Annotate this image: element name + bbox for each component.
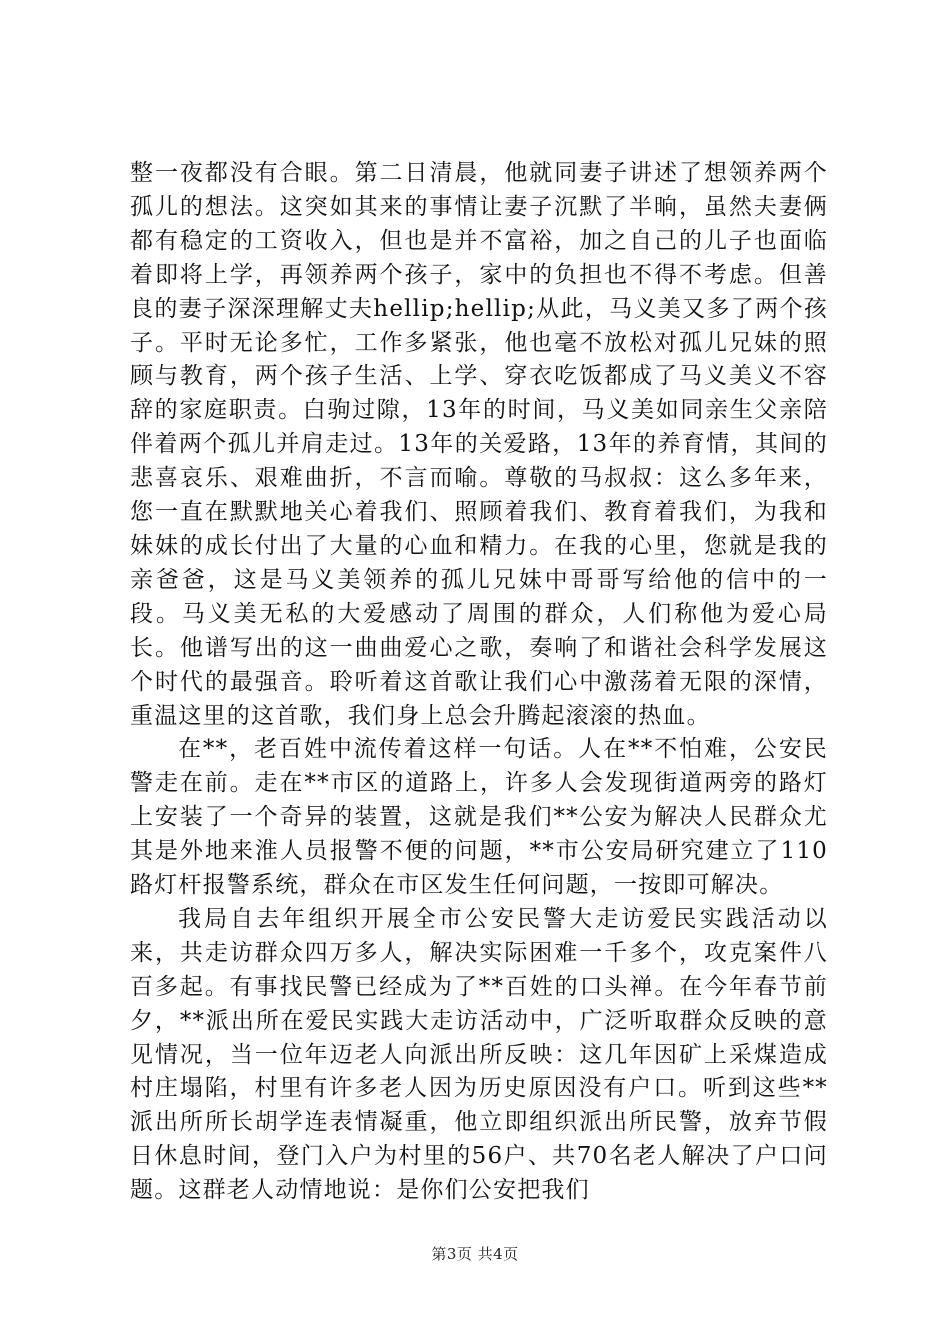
page-footer: 第3页 共4页 [431, 1245, 519, 1263]
paragraph-2: 在**，老百姓中流传着这样一句话。人在**不怕难，公安民警走在前。走在**市区的道路上，许多人会发现街道两旁的路灯上安装了一个奇异的装置，这就是我们**公安为解决人民群众尤其是外地来淮人员报警不便的问题，**市公安局研究建立了110路灯杆报警系统，群众在市区发生任何问题，一按即可解决。 [130, 736, 828, 899]
document-body [130, 157, 828, 1208]
paragraph-3: 我局自去年组织开展全市公安民警大走访爱民实践活动以来，共走访群众四万多人，解决实际困难一千多个，攻克案件八百多起。有事找民警已经成为了**百姓的口头禅。在今年春节前夕，**派出所在爱民实践大走访活动中，广泛听取群众反映的意见情况，当一位年迈老人向派出所反映：这几年因矿上采煤造成村庄塌陷，村里有许多老人因为历史原因没有户口。听到这些**派出所所长胡学连表情凝重，他立即组织派出所民警，放弃节假日休息时间，登门入户为村里的56户、共70名老人解决了户口问题。这群老人动情地说：是你们公安把我们 [130, 905, 828, 1204]
paragraph-1: 整一夜都没有合眼。第二日清晨，他就同妻子讲述了想领养两个孤儿的想法。这突如其来的事情让妻子沉默了半晌，虽然夫妻俩都有稳定的工资收入，但也是并不富裕，加之自己的儿子也面临着即将上学，再领养两个孩子，家中的负担也不得不考虑。但善良的妻子深深理解丈夫hellip;hellip;从此，马义美又多了两个孩子。平时无论多忙，工作多紧张，他也毫不放松对孤儿兄妹的照顾与教育，两个孩子生活、上学、穿衣吃饭都成了马义美义不容辞的家庭职责。白驹过隙，13年的时间，马义美如同亲生父亲陪伴着两个孤儿并肩走过。13年的关爱路，13年的养育情，其间的悲喜哀乐、艰难曲折，不言而喻。尊敬的马叔叔：这么多年来，您一直在默默地关心着我们、照顾着我们、教育着我们，为我和妹妹的成长付出了大量的心血和精力。在我的心里，您就是我的亲爸爸，这是马义美领养的孤儿兄妹中哥哥写给他的信中的一段。马义美无私的大爱感动了周围的群众，人们称他为爱心局长。他谱写出的这一曲曲爱心之歌，奏响了和谐社会科学发展这个时代的最强音。聆听着这首歌让我们心中激荡着无限的深情，重温这里的这首歌，我们身上总会升腾起滚滚的热血。 [130, 160, 828, 729]
